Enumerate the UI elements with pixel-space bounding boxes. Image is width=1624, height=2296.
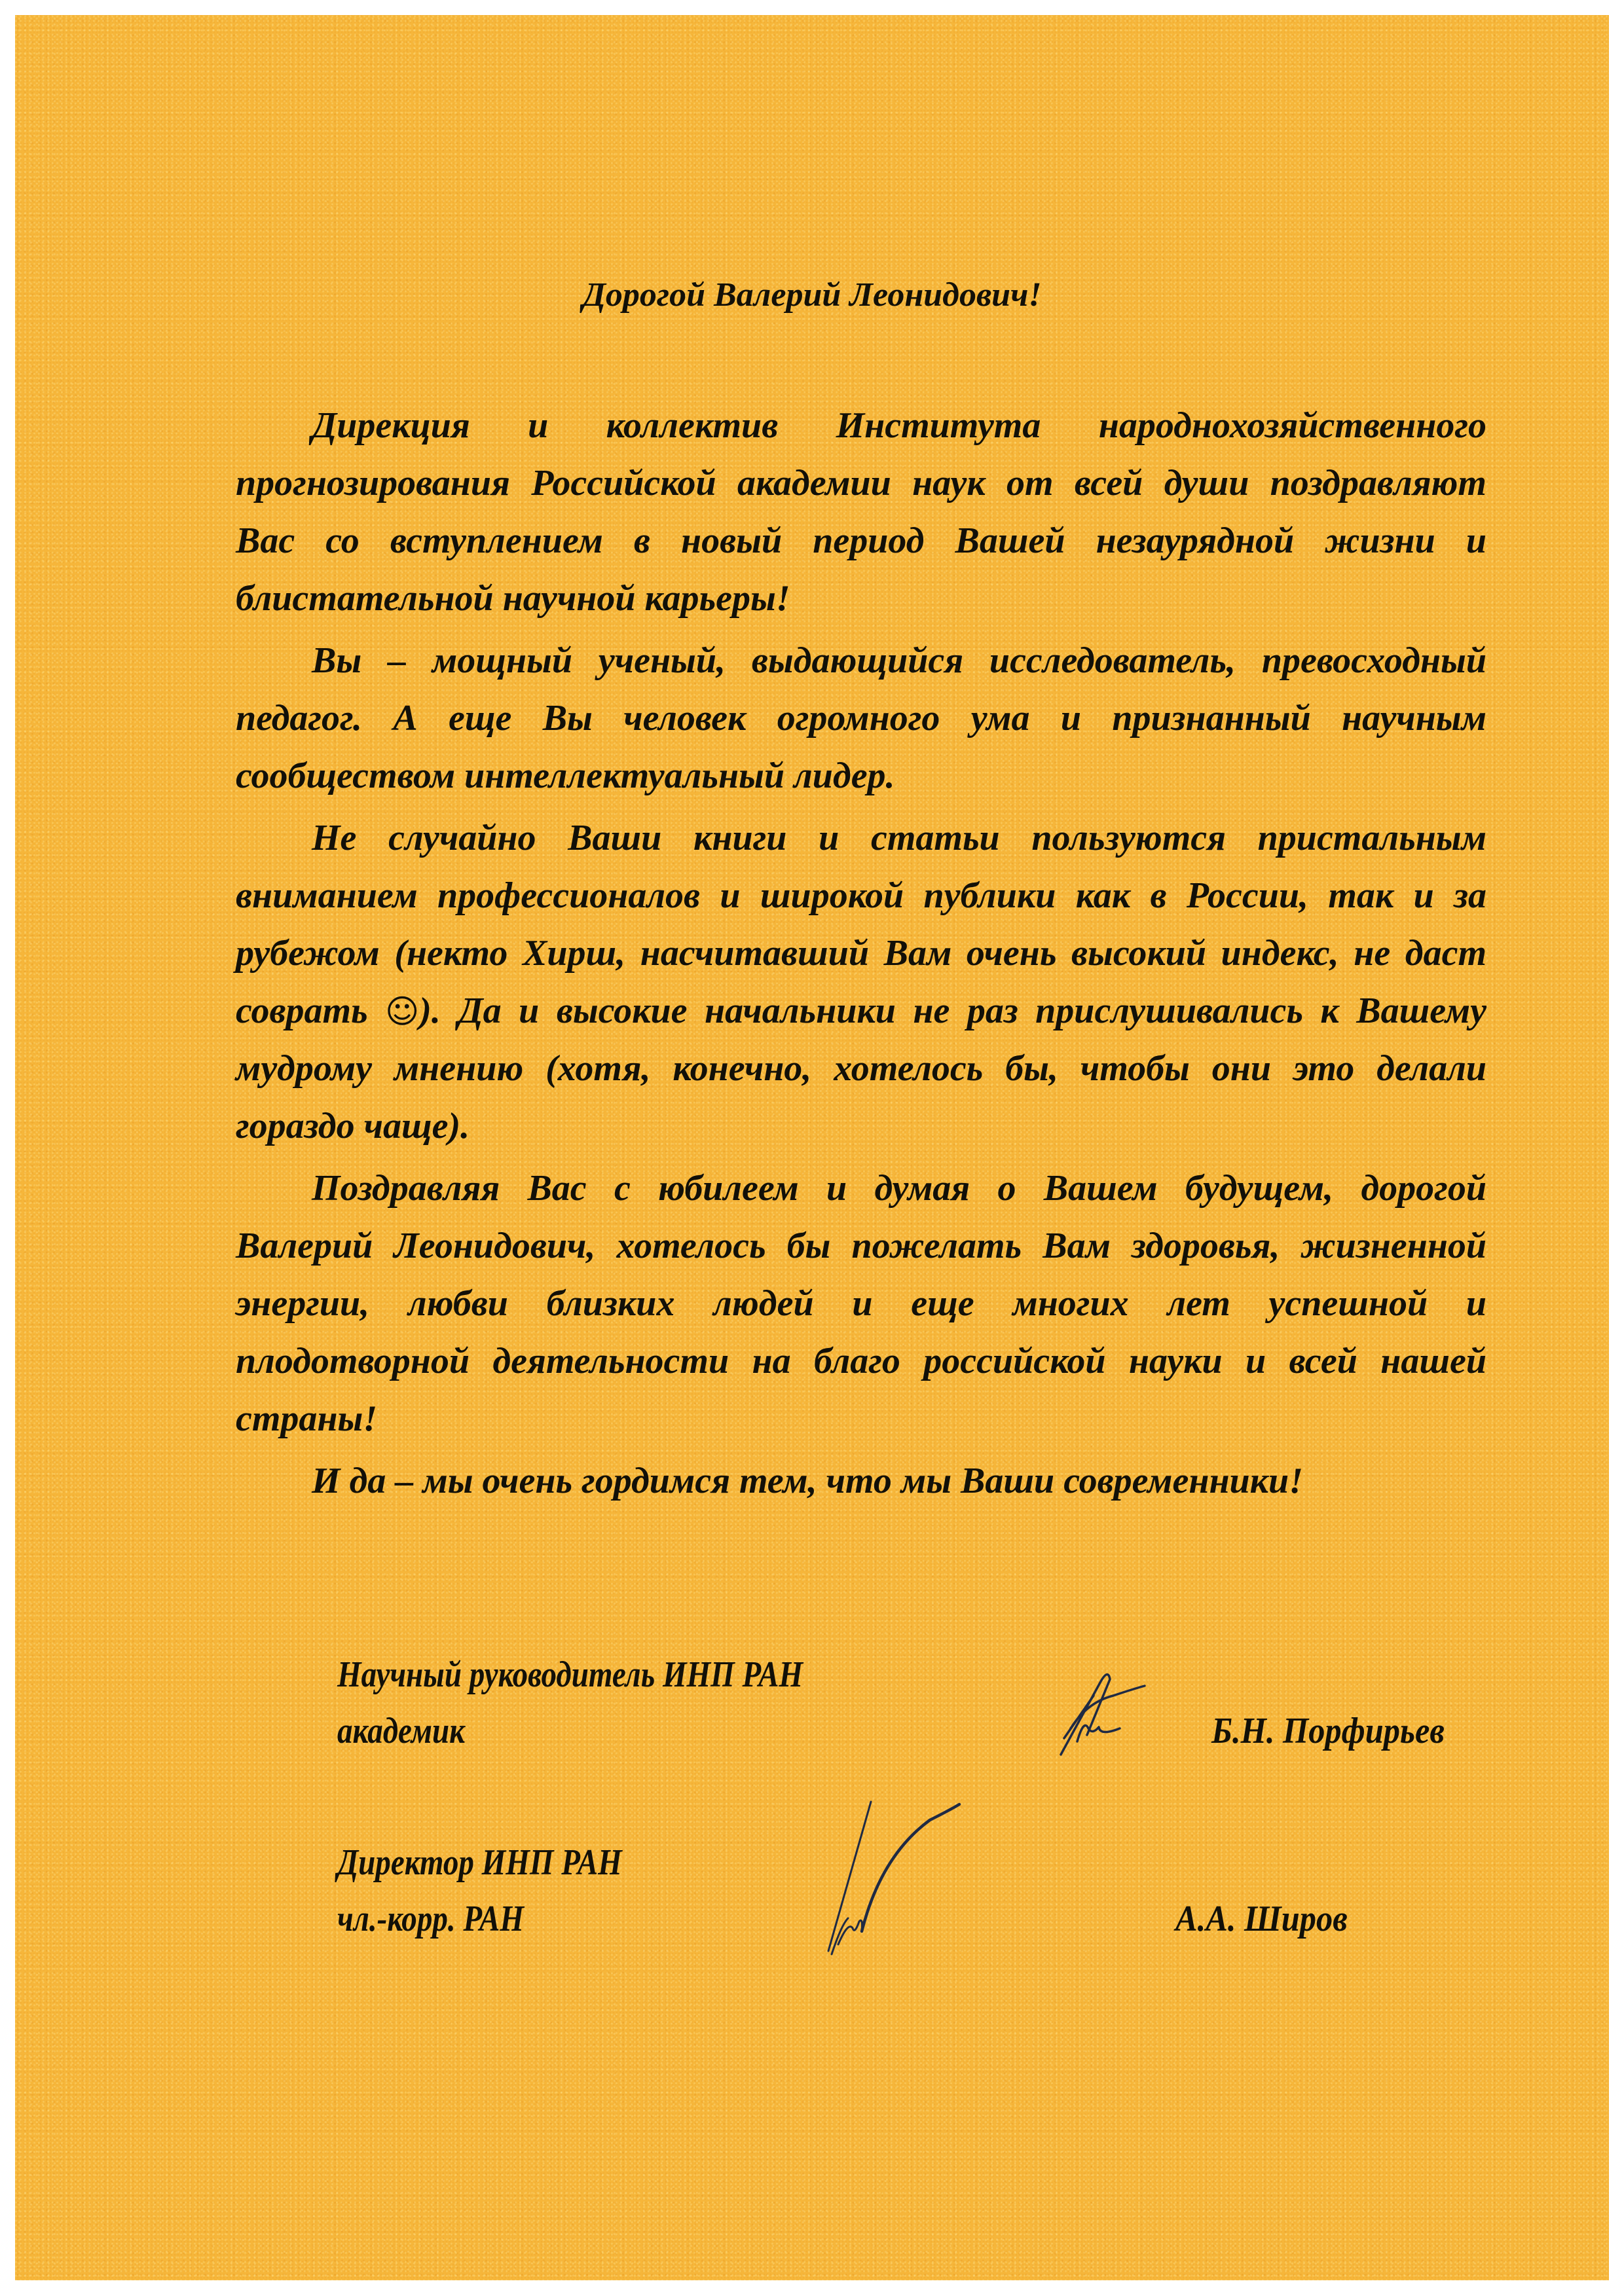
paragraph-4-line-3: энергии, любви близких людей и еще многих лет успешной и	[236, 1283, 1486, 1324]
paragraph-3-line-2: вниманием профессионалов и широкой публики как в России, так и за	[236, 875, 1486, 916]
paragraph-2-line-1: Вы – мощный ученый, выдающийся исследователь, превосходный	[312, 640, 1486, 681]
letter-paper	[15, 15, 1609, 2280]
paragraph-1-line-3: Вас со вступлением в новый период Вашей незаурядной жизни и	[236, 520, 1486, 561]
line-text-before-smiley: соврать	[236, 991, 368, 1031]
paragraph-3-line-6: гораздо чаще).	[236, 1106, 470, 1146]
paragraph-1-line-2: прогнозирования Российской академии наук от всей души поздравляют	[236, 463, 1486, 503]
smiley-face-icon: ☺	[385, 993, 420, 1030]
signatory-2-title: Директор ИНП РАН	[337, 1842, 622, 1883]
paragraph-3-line-5: мудрому мнению (хотя, конечно, хотелось бы, чтобы они это делали	[236, 1048, 1486, 1089]
signature-porfiriev-icon	[1048, 1656, 1153, 1761]
paragraph-2-line-3: сообществом интеллектуальный лидер.	[236, 756, 895, 796]
paragraph-1-line-1: Дирекция и коллектив Института народнохозяйственного	[312, 405, 1486, 446]
paragraph-3-line-4	[236, 993, 1486, 1029]
line-text-after-smiley: ). Да и высокие начальники не раз прислушивались к Вашему	[419, 991, 1486, 1031]
paragraph-3-line-3: рубежом (некто Хирш, насчитавший Вам очень высокий индекс, не даст	[236, 933, 1486, 974]
paragraph-3-line-1: Не случайно Ваши книги и статьи пользуются пристальным	[312, 818, 1486, 858]
signatory-1-rank: академик	[337, 1711, 465, 1751]
letter-greeting: Дорогой Валерий Леонидович!	[582, 276, 1042, 314]
paragraph-5-line-1: И да – мы очень гордимся тем, что мы Ваши современники!	[312, 1461, 1303, 1501]
paragraph-4-line-2: Валерий Леонидович, хотелось бы пожелать Вам здоровья, жизненной	[236, 1226, 1486, 1266]
signatory-2-rank: чл.-корр. РАН	[337, 1899, 524, 1939]
signature-shirov-icon	[819, 1794, 1067, 1964]
paragraph-2-line-2: педагог. А еще Вы человек огромного ума и признанный научным	[236, 698, 1486, 738]
signatory-2-name: А.А. Широв	[1175, 1899, 1348, 1939]
paragraph-4-line-4: плодотворной деятельности на благо российской науки и всей нашей	[236, 1341, 1486, 1381]
paragraph-4-line-5: страны!	[236, 1398, 378, 1439]
signatory-1-title: Научный руководитель ИНП РАН	[337, 1654, 803, 1695]
paragraph-4-line-1: Поздравляя Вас с юбилеем и думая о Вашем будущем, дорогой	[312, 1168, 1486, 1209]
paragraph-1-line-4: блистательной научной карьеры!	[236, 578, 790, 619]
signatory-1-name: Б.Н. Порфирьев	[1211, 1711, 1445, 1751]
